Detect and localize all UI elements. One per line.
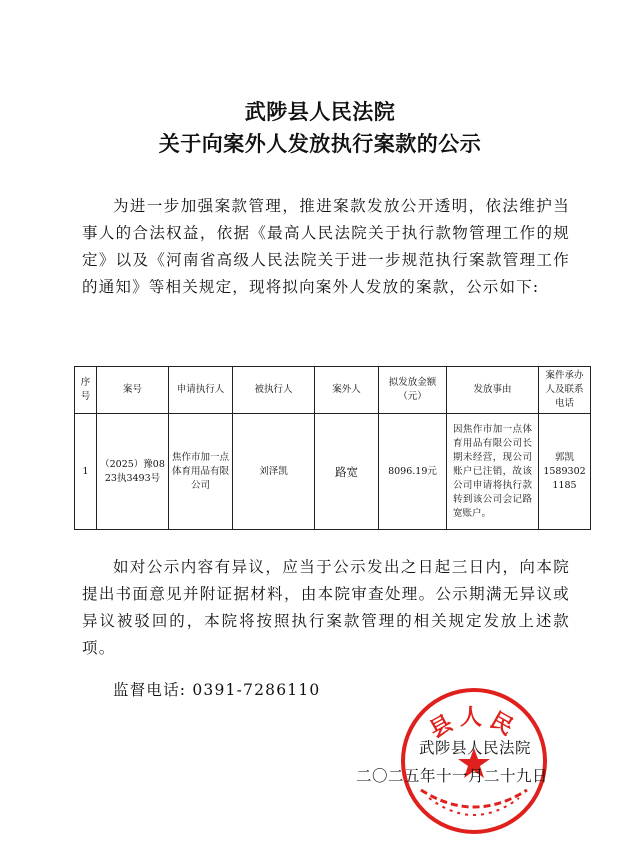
supervision-phone: 监督电话: 0391-7286110 xyxy=(113,681,321,699)
cell-index: 1 xyxy=(75,414,97,530)
objection-paragraph: 如对公示内容有异议，应当于公示发出之日起三日内，向本院提出书面意见并附证据材料，由本院审查处理。公示期满无异议或异议被驳回的，本院将按照执行案款管理的相关规定发放上述款项。 xyxy=(82,558,570,657)
header-reason: 发放事由 xyxy=(447,367,539,414)
header-applicant: 申请执行人 xyxy=(169,367,233,414)
payment-table xyxy=(74,366,591,530)
intro-paragraph: 为进一步加强案款管理，推进案款发放公开透明，依法维护当事人的合法权益，依据《最高人民法院关于执行款物管理工作的规定》以及《河南省高级人民法院关于进一步规范执行案款管理工作的通知》等相关规定，现将拟向案外人发放的案款，公示如下: xyxy=(82,197,570,296)
handler-name: 郭凯 xyxy=(554,451,574,463)
header-index: 序号 xyxy=(75,367,97,414)
header-respondent: 被执行人 xyxy=(233,367,315,414)
header-case-no: 案号 xyxy=(97,367,169,414)
court-seal-stamp xyxy=(399,686,549,836)
cell-amount: 8096.19元 xyxy=(379,414,447,530)
table-header-row xyxy=(75,367,591,414)
header-handler: 案件承办人及联系电话 xyxy=(539,367,591,414)
header-outsider: 案外人 xyxy=(315,367,379,414)
notice-title: 关于向案外人发放执行案款的公示 xyxy=(158,132,482,156)
cell-respondent: 刘泽凯 xyxy=(233,414,315,530)
seal-arc-text: 县人民 xyxy=(425,705,523,744)
signer-name: 武陟县人民法院 xyxy=(419,739,532,757)
cell-applicant: 焦作市加一点体育用品有限公司 xyxy=(169,414,233,530)
table-row xyxy=(75,414,591,530)
cell-outsider: 路宽 xyxy=(315,414,379,530)
header-amount: 拟发放金额（元） xyxy=(379,367,447,414)
cell-handler xyxy=(539,414,591,530)
notice-date: 二〇二五年十一月二十九日 xyxy=(356,767,549,785)
cell-reason: 因焦作市加一点体育用品有限公司长期未经营，现公司账户已注销，故该公司申请将执行款转到该公司会记路宽账户。 xyxy=(447,414,539,530)
court-name-heading: 武陟县人民法院 xyxy=(244,100,396,124)
cell-case-no: （2025）豫0823执3493号 xyxy=(97,414,169,530)
handler-phone: 15893021185 xyxy=(543,465,586,491)
